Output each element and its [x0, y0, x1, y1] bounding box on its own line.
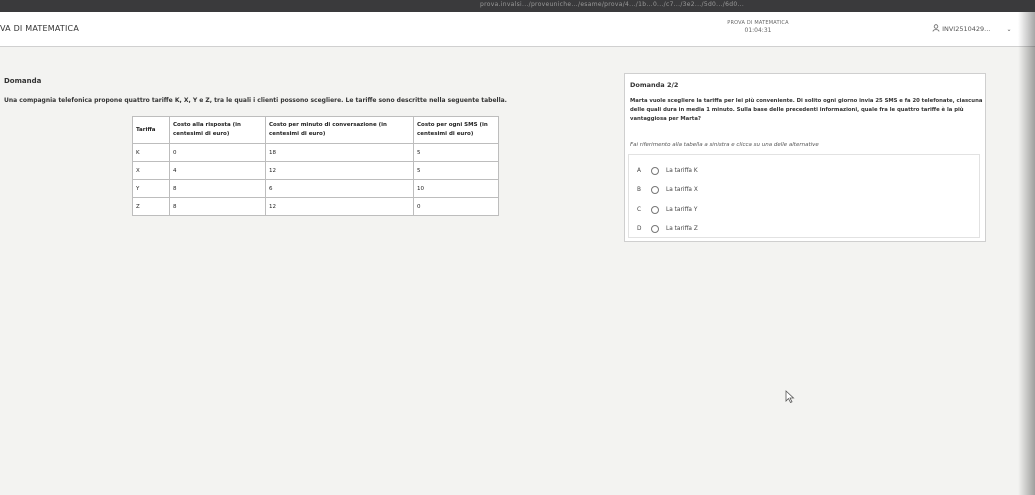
radio-button[interactable] [651, 225, 659, 233]
timer-label: PROVA DI MATEMATICA [727, 20, 789, 26]
address-bar-url[interactable]: prova.invalsi.../proveuniche.../esame/prova/4.../1b...0.../c7.../3e2.../5d0.../6d0... [480, 1, 745, 8]
question-title: Domanda 2/2 [630, 81, 679, 89]
table-cell: 5 [414, 144, 499, 162]
table-cell: 12 [266, 198, 414, 216]
app-header [0, 12, 1035, 47]
table-row [133, 198, 499, 216]
table-cell: 10 [414, 180, 499, 198]
question-intro: Una compagnia telefonica propone quattro tariffe K, X, Y e Z, tra le quali i clienti possono scegliere. Le tariffe sono descritte nella seguente tabella. [4, 97, 507, 104]
timer [718, 20, 798, 34]
table-cell: Y [133, 180, 170, 198]
table-cell: 8 [170, 198, 266, 216]
answer-option-c[interactable] [637, 204, 697, 216]
answer-option-d[interactable] [637, 223, 698, 235]
user-icon [932, 24, 940, 32]
tariff-table [132, 116, 499, 216]
answer-options [628, 154, 980, 238]
table-cell: X [133, 162, 170, 180]
table-cell: 0 [414, 198, 499, 216]
table-cell: 4 [170, 162, 266, 180]
table-row [133, 180, 499, 198]
section-title: Domanda [4, 77, 42, 85]
user-menu[interactable] [932, 24, 1011, 33]
question-panel [624, 73, 986, 242]
option-label: La tariffa X [666, 187, 698, 193]
option-letter: A [637, 168, 641, 174]
option-letter: D [637, 226, 642, 232]
answer-option-b[interactable] [637, 184, 698, 196]
option-label: La tariffa Y [666, 207, 698, 213]
table-cell: 6 [266, 180, 414, 198]
radio-button[interactable] [651, 186, 659, 194]
option-letter: C [637, 207, 642, 213]
timer-value: 01:04:31 [744, 27, 772, 34]
table-cell: K [133, 144, 170, 162]
radio-button[interactable] [651, 206, 659, 214]
table-cell: 12 [266, 162, 414, 180]
app-title: VA DI MATEMATICA [0, 24, 79, 33]
answer-option-a[interactable] [637, 165, 698, 177]
option-letter: B [637, 187, 641, 193]
table-header: Tariffa [133, 117, 170, 144]
table-cell: 0 [170, 144, 266, 162]
table-header: Costo per ogni SMS (in centesimi di euro) [414, 117, 499, 144]
chevron-down-icon[interactable]: ⌄ [1006, 26, 1012, 33]
table-cell: 18 [266, 144, 414, 162]
question-text: Marta vuole scegliere la tariffa per lei più conveniente. Di solito ogni giorno invia 25 SMS e fa 20 telefonate, ciascuna delle quali dura in media 1 minuto. Sulla base delle precedenti informazioni, quale fra le quattro tariffe è la più vantaggiosa per Marta? [630, 98, 983, 122]
table-header: Costo alla risposta (in centesimi di euro) [170, 117, 266, 144]
table-row [133, 144, 499, 162]
browser-toolbar [0, 0, 1035, 12]
screen-edge-shadow [1018, 12, 1035, 495]
user-code: INVI2510429... [942, 25, 991, 33]
option-label: La tariffa Z [666, 226, 698, 232]
table-header-row [133, 117, 499, 144]
table-row [133, 162, 499, 180]
question-instruction: Fai riferimento alla tabella a sinistra e clicca su una delle alternative [630, 142, 819, 148]
table-cell: 8 [170, 180, 266, 198]
option-label: La tariffa K [666, 168, 698, 174]
table-header: Costo per minuto di conversazione (in centesimi di euro) [266, 117, 414, 144]
table-cell: Z [133, 198, 170, 216]
table-cell: 5 [414, 162, 499, 180]
mouse-cursor-icon [785, 390, 795, 404]
radio-button[interactable] [651, 167, 659, 175]
